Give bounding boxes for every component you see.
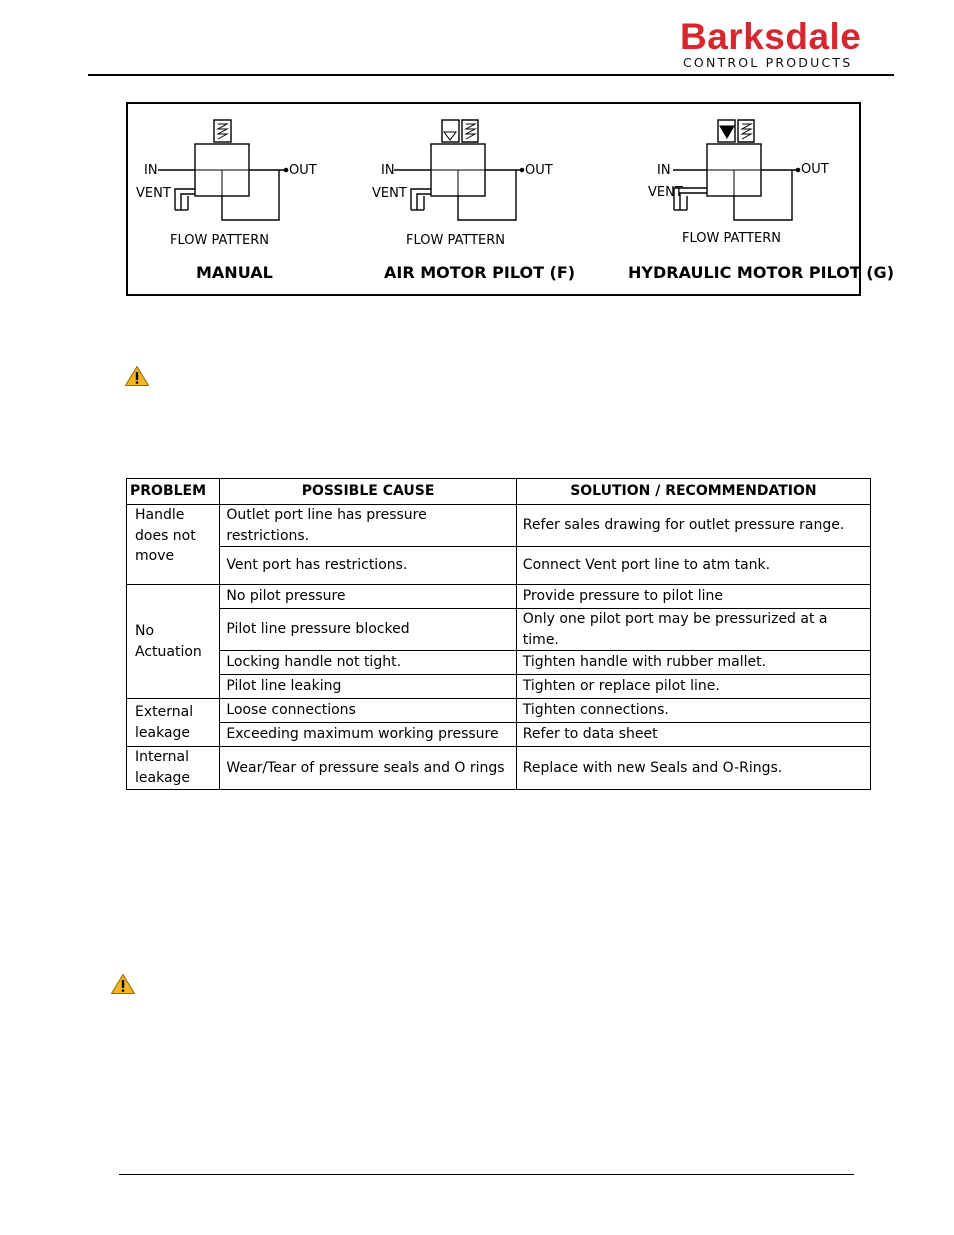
flow-pattern-diagram [126, 102, 894, 296]
diagram-panel-manual [158, 120, 288, 220]
solution-cell: Tighten connections. [516, 699, 870, 723]
solution-cell: Replace with new Seals and O-Rings. [516, 747, 870, 790]
table-row [127, 547, 871, 585]
header-problem: PROBLEM [127, 479, 220, 505]
solution-cell: Refer sales drawing for outlet pressure range. [516, 505, 870, 547]
problem-cell: No Actuation [127, 585, 220, 699]
solution-cell: Provide pressure to pilot line [516, 585, 870, 609]
solution-cell: Connect Vent port line to atm tank. [516, 547, 870, 585]
cause-cell: Pilot line leaking [220, 675, 516, 699]
cause-cell: Locking handle not tight. [220, 651, 516, 675]
problem-cell: External leakage [127, 699, 220, 747]
panel2-vent-label: VENT [372, 186, 407, 201]
warning-icon [110, 973, 136, 995]
table-row [127, 651, 871, 675]
panel1-out-label: OUT [289, 163, 317, 178]
cause-cell: Vent port has restrictions. [220, 547, 516, 585]
solution-cell: Refer to data sheet [516, 723, 870, 747]
solution-cell: Tighten or replace pilot line. [516, 675, 870, 699]
header-possible-cause: POSSIBLE CAUSE [220, 479, 516, 505]
panel2-in-label: IN [381, 163, 395, 178]
warning-icon [124, 365, 150, 387]
panel3-in-label: IN [657, 163, 671, 178]
table-row [127, 505, 871, 547]
cause-cell: Outlet port line has pressure restrictions. [220, 505, 516, 547]
panel3-out-label: OUT [801, 162, 829, 177]
panel2-title: AIR MOTOR PILOT (F) [384, 263, 576, 282]
panel2-out-label: OUT [525, 163, 553, 178]
panel1-vent-label: VENT [136, 186, 171, 201]
header-solution: SOLUTION / RECOMMENDATION [516, 479, 870, 505]
cause-cell: Loose connections [220, 699, 516, 723]
cause-cell: No pilot pressure [220, 585, 516, 609]
flow-pattern-svg [128, 104, 894, 294]
panel3-vent-label: VENT [648, 185, 683, 200]
cause-cell: Wear/Tear of pressure seals and O rings [220, 747, 516, 790]
panel3-flow-label: FLOW PATTERN [682, 231, 781, 246]
cause-cell: Pilot line pressure blocked [220, 609, 516, 651]
diagram-panel-air-motor [394, 120, 524, 220]
panel2-flow-label: FLOW PATTERN [406, 233, 505, 248]
problem-cell: Handle does not move [127, 505, 220, 585]
table-row [127, 585, 871, 609]
table-row [127, 723, 871, 747]
table-row [127, 747, 871, 790]
barksdale-logo [672, 16, 882, 72]
panel1-flow-label: FLOW PATTERN [170, 233, 269, 248]
panel1-title: MANUAL [196, 263, 273, 282]
footer-divider [119, 1174, 854, 1175]
problem-cell: Internal leakage [127, 747, 220, 790]
header-divider [88, 74, 894, 76]
table-header-row [127, 479, 871, 505]
panel1-in-label: IN [144, 163, 158, 178]
cause-cell: Exceeding maximum working pressure [220, 723, 516, 747]
solution-cell: Only one pilot port may be pressurized at a time. [516, 609, 870, 651]
solution-cell: Tighten handle with rubber mallet. [516, 651, 870, 675]
brand-subtitle: CONTROL PRODUCTS [683, 55, 853, 70]
diagram-panel-hydraulic-motor [673, 120, 800, 220]
brand-name: Barksdale [680, 16, 862, 57]
troubleshooting-table [126, 478, 871, 790]
table-row [127, 699, 871, 723]
table-row [127, 609, 871, 651]
table-row [127, 675, 871, 699]
panel3-title: HYDRAULIC MOTOR PILOT (G) [628, 263, 894, 282]
